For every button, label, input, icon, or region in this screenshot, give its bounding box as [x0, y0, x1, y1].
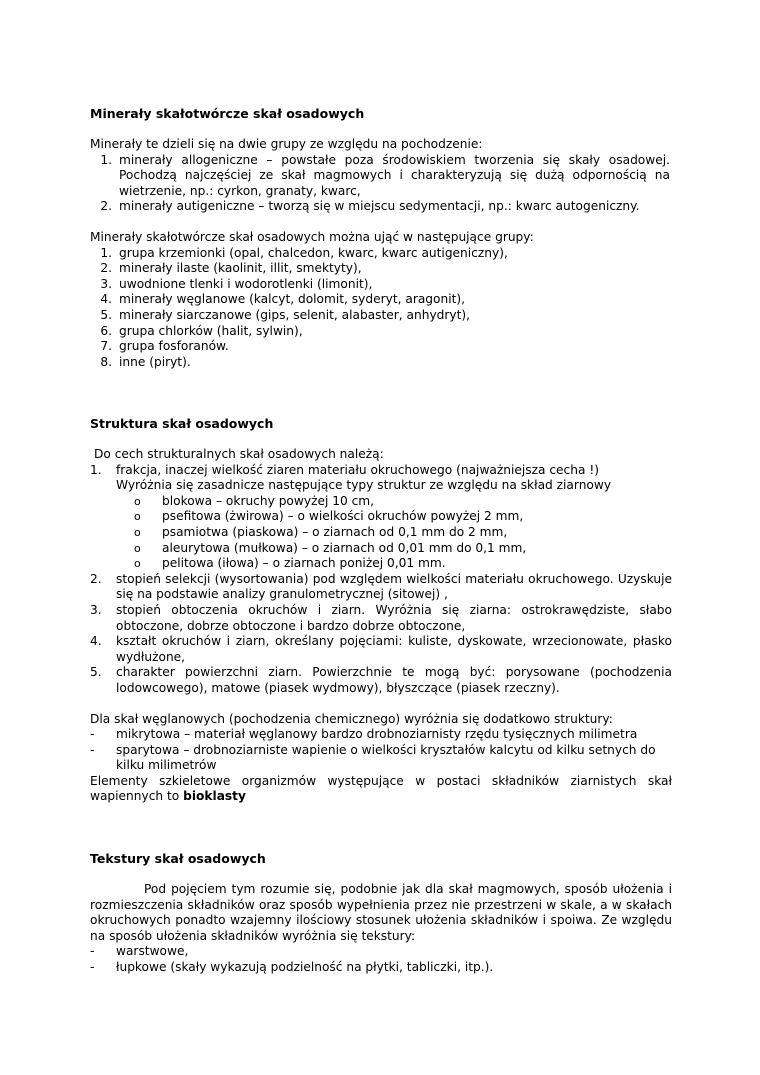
section-title: Struktura skał osadowych	[90, 416, 274, 431]
section-title: Minerały skałotwórcze skał osadowych	[90, 106, 365, 121]
list-item: 6. grupa chlorków (halit, sylwin),	[100, 323, 303, 338]
bold-term: bioklasty	[183, 789, 246, 804]
list-item: o psamiotwa (piaskowa) – o ziarnach od 0,1 mm do 2 mm,	[134, 524, 508, 539]
list-item: o psefitowa (żwirowa) – o wielkości okruchów powyżej 2 mm,	[134, 509, 524, 524]
list-item: o pelitowa (iłowa) – o ziarnach poniżej 0,01 mm.	[134, 556, 446, 571]
paragraph: Pod pojęciem tym rozumie się, podobnie jak dla skał magmowych, sposób ułożenia i rozmieszczenia składników oraz sposób wypełnienia przez nie przestrzeni w skale, a w skałach okruchowych ponadto wzajemny ilościowy stosunek ułożenia składników i spoiwa. Ze względu na sposób ułożenia składników wyróżnia się tekstury:	[90, 882, 672, 943]
list-item: - warstwowe,	[90, 944, 189, 959]
carbonate-list	[90, 727, 672, 774]
texture-list	[90, 944, 672, 975]
list-item: o blokowa – okruchy powyżej 10 cm,	[134, 493, 375, 508]
list-item: 1. minerały allogeniczne – powstałe poza środowiskiem tworzenia się skały osadowej. Pochodzą najczęściej ze skał magmowych i charakteryzują się dużą odpornością na wietrzenie, np.: cyrkon, granaty, kwarc,	[100, 152, 670, 198]
list-item: 3. stopień obtoczenia okruchów i ziarn. Wyróżnia się ziarna: ostrokrawędziste, słabo obtoczone, dobrze obtoczone i bardzo dobrze obtoczone,	[90, 602, 672, 633]
section-structure	[90, 416, 672, 805]
list-item: 1. frakcja, inaczej wielkość ziaren materiału okruchowego (najważniejsza cecha !)	[90, 462, 599, 477]
section-minerals	[90, 106, 672, 370]
paragraph: Minerały te dzieli się na dwie grupy ze względu na pochodzenie:	[90, 137, 483, 151]
list-item: 2. minerały ilaste (kaolinit, illit, smektyty),	[100, 261, 362, 276]
list-item: 8. inne (piryt).	[100, 354, 191, 369]
list-item: 7. grupa fosforanów.	[100, 339, 229, 354]
paragraph: Dla skał węglanowych (pochodzenia chemicznego) wyróżnia się dodatkowo struktury:	[90, 711, 613, 726]
fraction-list	[134, 494, 672, 572]
list-item: 1. grupa krzemionki (opal, chalcedon, kwarc, kwarc autigeniczny),	[100, 245, 508, 260]
list-item: - sparytowa – drobnoziarniste wapienie o wielkości kryształów kalcytu od kilku setnych do kilku milimetrów	[90, 742, 656, 773]
list-item: 5. minerały siarczanowe (gips, selenit, alabaster, anhydryt),	[100, 307, 471, 322]
list-item: 4. kształt okruchów i ziarn, określany pojęciami: kuliste, dyskowate, wrzecionowate, płasko wydłużone,	[90, 634, 672, 664]
mineral-groups-list	[90, 246, 672, 371]
section-title: Tekstury skał osadowych	[90, 851, 266, 866]
origin-list	[90, 153, 670, 215]
section-textures	[90, 851, 672, 976]
list-item: o aleurytowa (mułkowa) – o ziarnach od 0,01 mm do 0,1 mm,	[134, 540, 527, 555]
paragraph: Do cech strukturalnych skał osadowych należą:	[94, 447, 384, 461]
list-item: 5. charakter powierzchni ziarn. Powierzchnie te mogą być: porysowane (pochodzenia lodowcowego), matowe (piasek wydmowy), błyszczące (piasek rzeczny).	[90, 665, 672, 695]
list-item: 4. minerały węglanowe (kalcyt, dolomit, syderyt, aragonit),	[100, 292, 466, 307]
list-item: - mikrytowa – materiał węglanowy bardzo drobnoziarnisty rzędu tysięcznych milimetra	[90, 727, 638, 742]
structure-features-list-cont	[90, 572, 672, 697]
paragraph: Elementy szkieletowe organizmów występujące w postaci składników ziarnistych skał wapiennych to bioklasty	[90, 773, 672, 804]
structure-features-list	[90, 463, 672, 479]
list-item: 2. stopień selekcji (wysortowania) pod względem wielkości materiału okruchowego. Uzyskuje się na podstawie analizy granulometrycznej (sitowej) ,	[90, 571, 672, 602]
list-item: - łupkowe (skały wykazują podzielność na płytki, tabliczki, itp.).	[90, 959, 494, 974]
paragraph: Wyróżnia się zasadnicze następujące typy struktur ze względu na skład ziarnowy	[116, 478, 612, 493]
list-item: 2. minerały autigeniczne – tworzą się w miejscu sedymentacji, np.: kwarc autogeniczny.	[100, 199, 640, 214]
list-item: 3. uwodnione tlenki i wodorotlenki (limonit),	[100, 276, 373, 291]
paragraph: Minerały skałotwórcze skał osadowych można ująć w następujące grupy:	[90, 229, 534, 244]
